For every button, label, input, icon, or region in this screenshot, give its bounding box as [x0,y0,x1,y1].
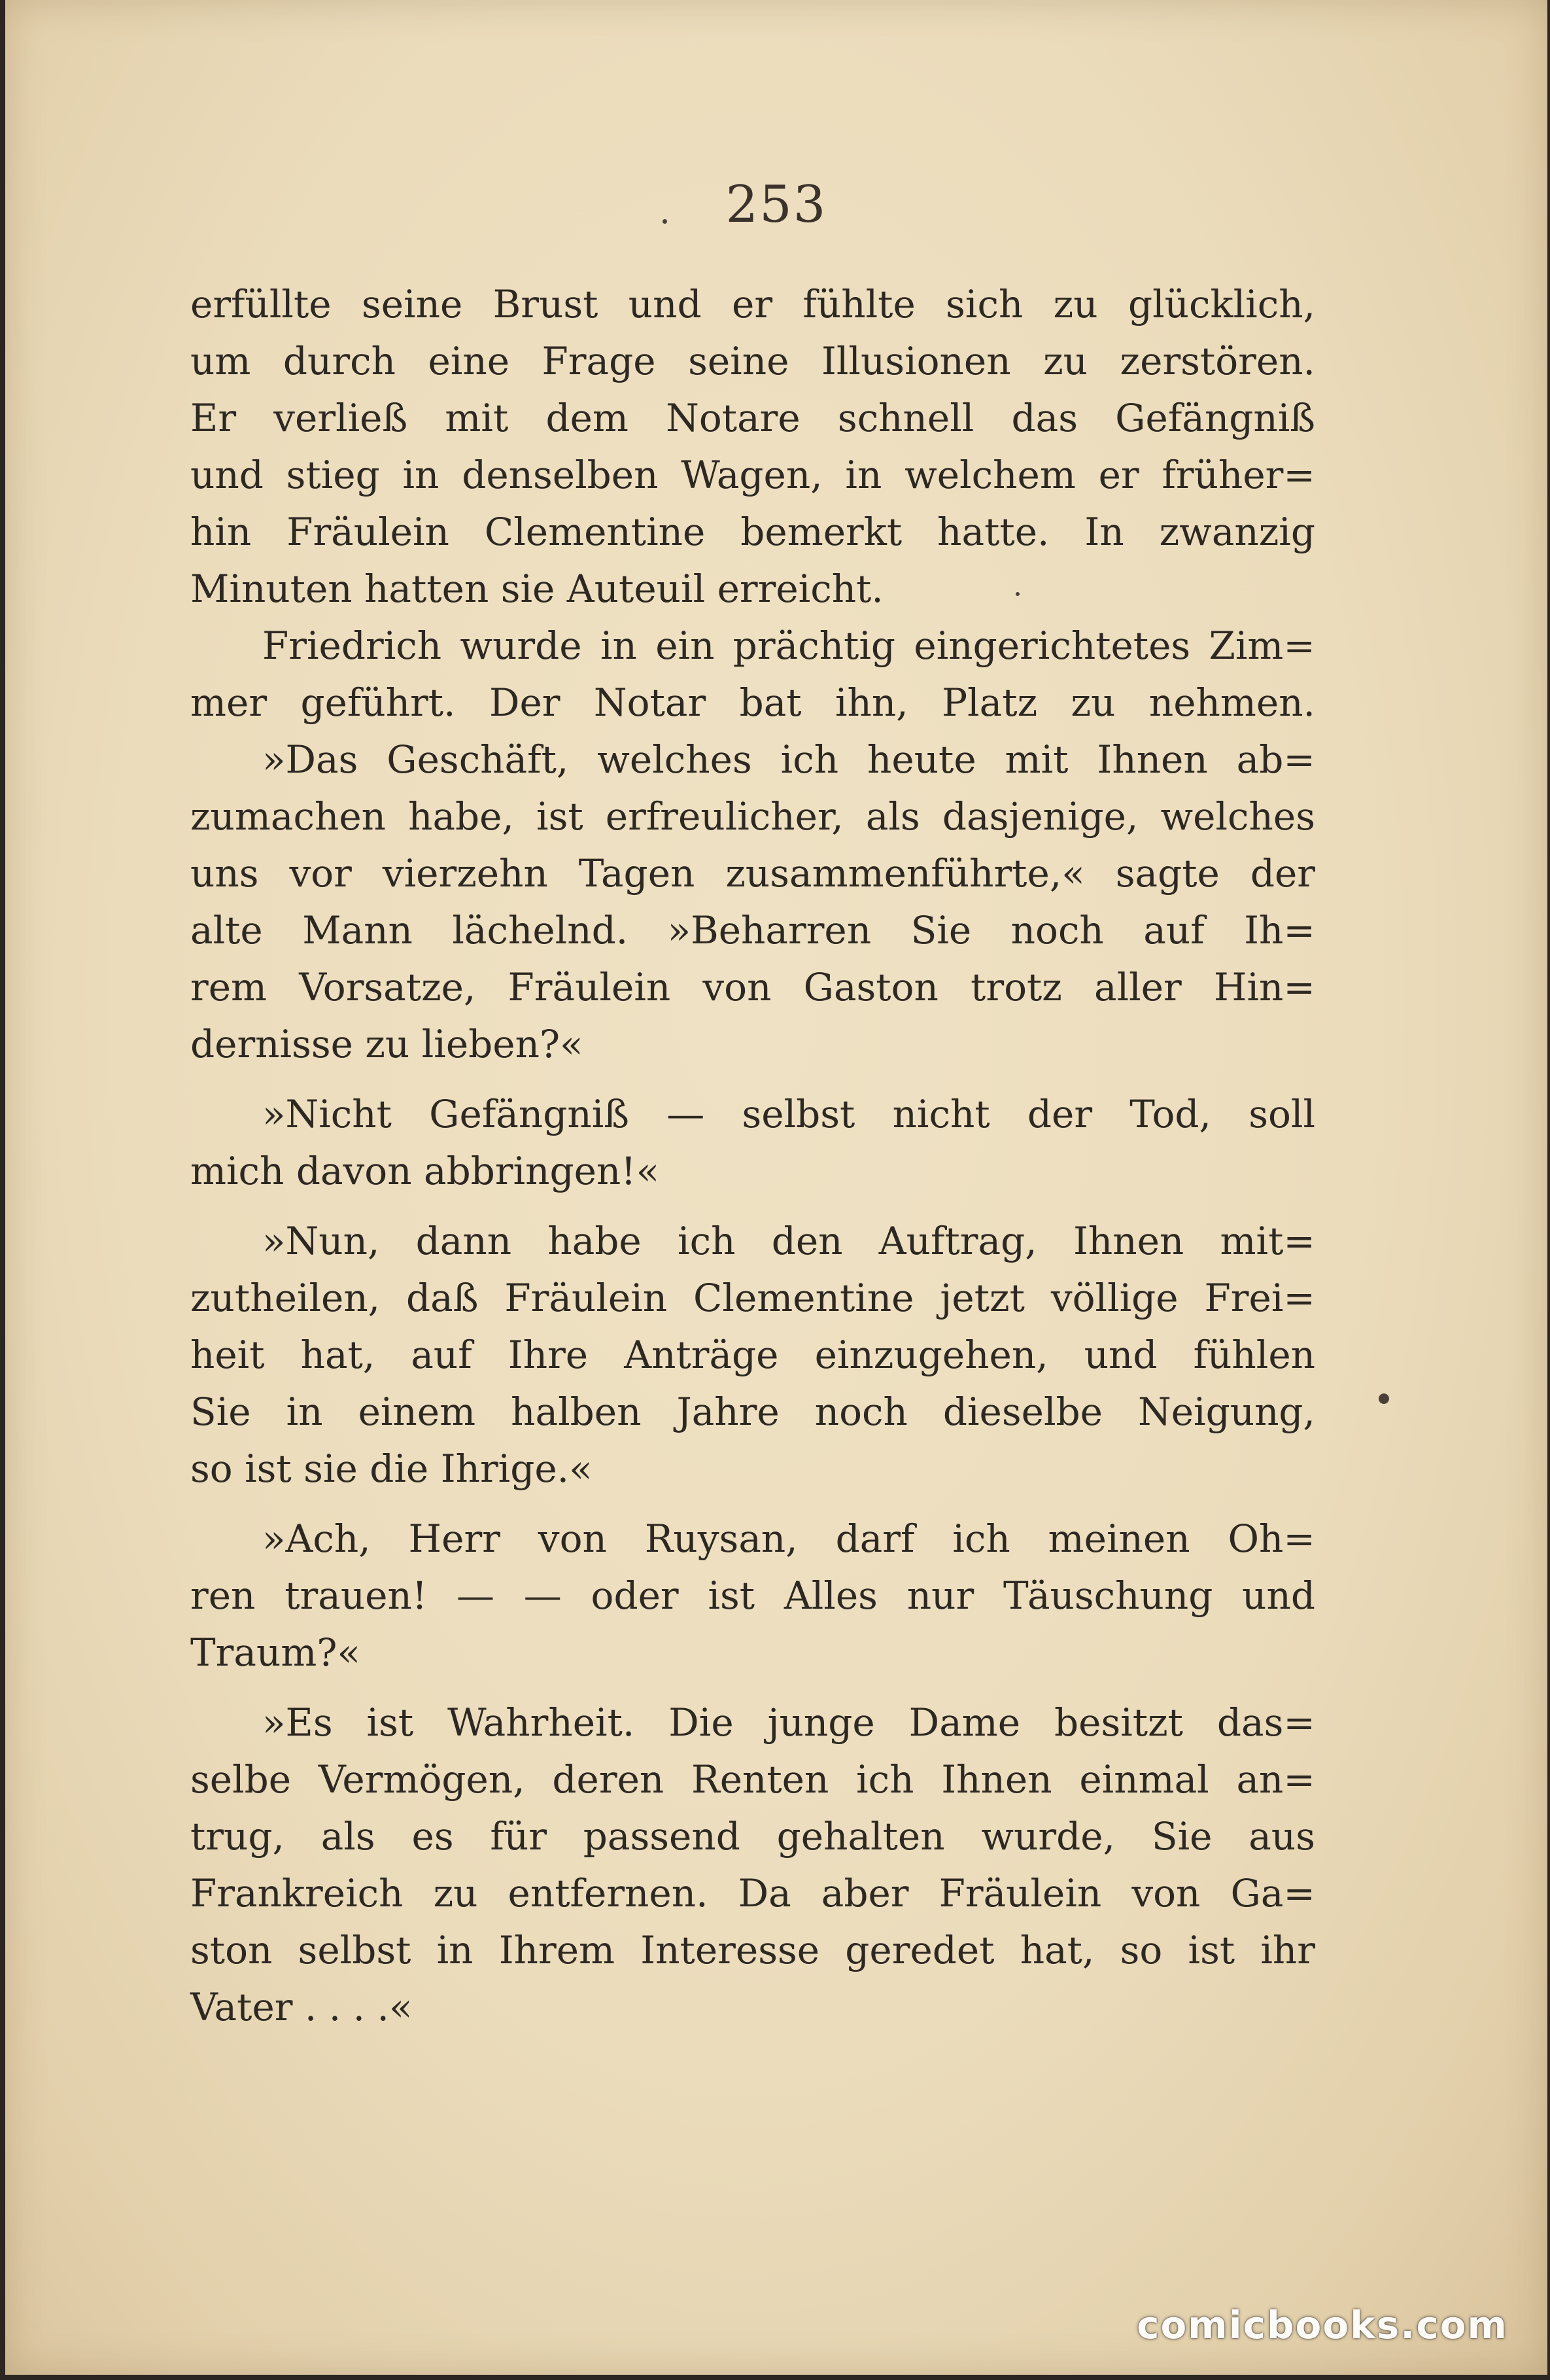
text-line: um durch eine Frage seine Illusionen zu zerstören. [190,339,1315,383]
text-line: ren trauen! — — oder ist Alles nur Täuschung und [190,1573,1315,1618]
text-line: ston selbst in Ihrem Interesse geredet hat, so ist ihr [190,1928,1315,1972]
text-line: und stieg in denselben Wagen, in welchem er früher= [190,453,1315,497]
paper-speck [663,219,667,224]
text-line: uns vor vierzehn Tagen zusammenführte,« sagte der [190,851,1315,896]
text-line: dernisse zu lieben?« [190,1022,583,1066]
text-line: »Ach, Herr von Ruysan, darf ich meinen Oh= [262,1516,1315,1561]
text-line: selbe Vermögen, deren Renten ich Ihnen einmal an= [190,1757,1315,1802]
text-line: Vater . . . .« [190,1985,413,2029]
text-line: mich davon abbringen!« [190,1149,660,1193]
text-line: zumachen habe, ist erfreulicher, als dasjenige, welches [190,794,1315,839]
text-line: »Das Geschäft, welches ich heute mit Ihnen ab= [262,737,1315,782]
paper-speck [1379,1393,1389,1404]
page-number: 253 [725,175,827,234]
text-line: heit hat, auf Ihre Anträge einzugehen, und fühlen [190,1333,1315,1377]
text-line: alte Mann lächelnd. »Beharren Sie noch auf Ih= [190,908,1315,953]
text-line: trug, als es für passend gehalten wurde, Sie aus [190,1814,1315,1859]
text-line: »Es ist Wahrheit. Die junge Dame besitzt das= [262,1700,1315,1745]
watermark-logo: comicbooks.com [1137,2303,1508,2347]
text-line: »Nun, dann habe ich den Auftrag, Ihnen mit= [262,1219,1315,1263]
book-page [5,0,1547,2375]
text-line: Sie in einem halben Jahre noch dieselbe Neigung, [190,1390,1315,1434]
text-line: Er verließ mit dem Notare schnell das Gefängniß [190,396,1315,440]
body-text [190,276,1315,2036]
paper-speck [1016,592,1020,596]
text-line: Friedrich wurde in ein prächtig eingerichtetes Zim= [262,623,1315,668]
text-line: mer geführt. Der Notar bat ihn, Platz zu nehmen. [190,680,1315,725]
text-line: »Nicht Gefängniß — selbst nicht der Tod, soll [262,1092,1315,1136]
text-line: erfüllte seine Brust und er fühlte sich zu glücklich, [190,282,1315,326]
text-line: hin Fräulein Clementine bemerkt hatte. In zwanzig [190,510,1315,554]
text-line: rem Vorsatze, Fräulein von Gaston trotz aller Hin= [190,965,1315,1009]
text-line: zutheilen, daß Fräulein Clementine jetzt völlige Frei= [190,1276,1315,1320]
text-line: so ist sie die Ihrige.« [190,1446,593,1491]
text-line: Minuten hatten sie Auteuil erreicht. [190,567,884,611]
text-line: Frankreich zu entfernen. Da aber Fräulein von Ga= [190,1871,1315,1916]
text-line: Traum?« [190,1630,360,1675]
